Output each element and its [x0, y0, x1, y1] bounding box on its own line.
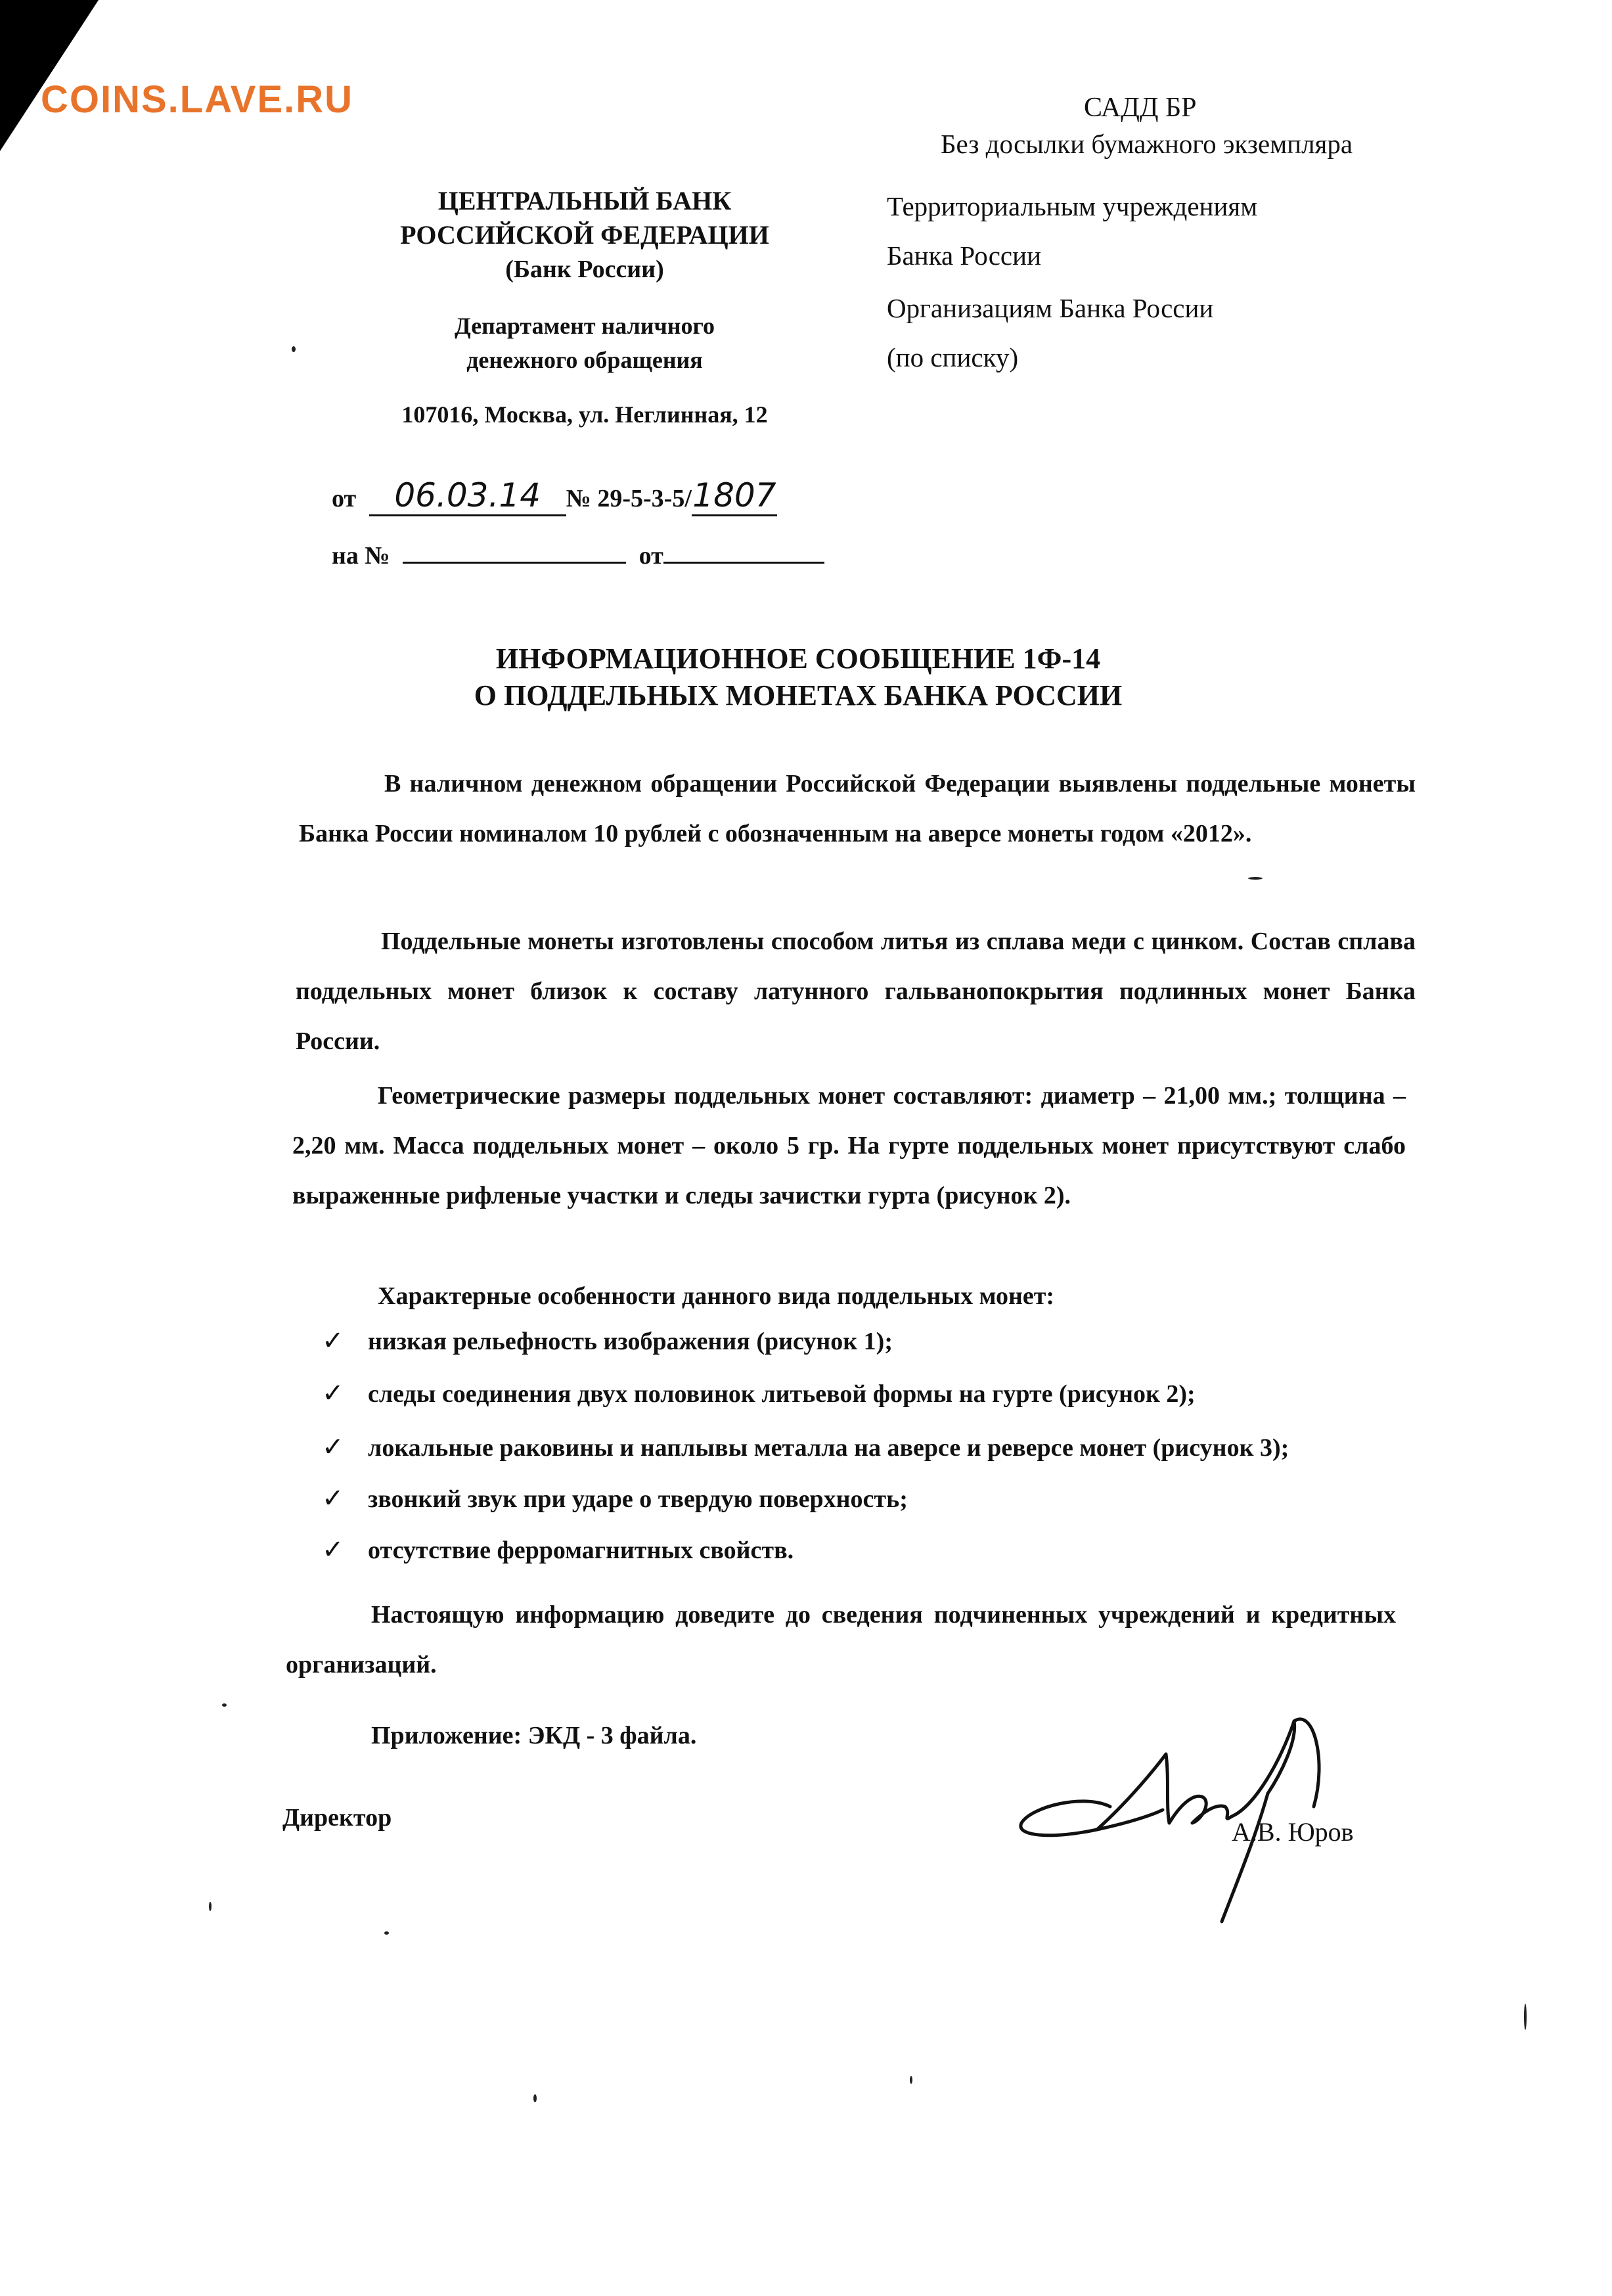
features-intro: Характерные особенности данного вида поддельных монет: [378, 1282, 1055, 1310]
reply-from-label: от [638, 542, 663, 570]
feature-item-1 [322, 1326, 893, 1356]
feature-text: звонкий звук при ударе о твердую поверхность; [368, 1485, 908, 1513]
scan-corner-artifact [0, 0, 99, 151]
paragraph-2 [296, 916, 1416, 1066]
paragraph-3 [292, 1071, 1406, 1221]
routing-system: САДД БР [1084, 93, 1197, 123]
recipient-line-1: Территориальным учреждениям [887, 191, 1258, 221]
from-label: от [332, 485, 357, 512]
reply-reference-line [332, 535, 824, 570]
check-icon: ✓ [322, 1326, 344, 1356]
feature-item-2 [322, 1378, 1196, 1408]
letterhead-department [289, 309, 880, 377]
feature-item-3 [322, 1432, 1289, 1462]
signature-drawing [1005, 1682, 1425, 1958]
document-title [328, 641, 1268, 714]
check-icon: ✓ [322, 1535, 344, 1565]
number-label: № 29-5-3-5/ [566, 485, 692, 512]
paragraph-2-text: Поддельные монеты изготовлены способом литья из сплава меди с цинком. Состав сплава поддельных монет близок к составу латунного гальванопокрытия подлинных монет Банка России. [296, 928, 1416, 1055]
bank-name-line-2: РОССИЙСКОЙ ФЕДЕРАЦИИ [400, 220, 769, 250]
bank-name-line-3: (Банк России) [505, 256, 664, 283]
feature-item-4 [322, 1483, 908, 1514]
feature-text: отсутствие ферромагнитных свойств. [368, 1537, 794, 1564]
document-number: 1807 [692, 476, 777, 516]
check-icon: ✓ [322, 1378, 344, 1408]
scan-speck [1524, 2004, 1527, 2030]
reply-number-field [403, 535, 626, 564]
scan-speck [292, 346, 296, 352]
attachment-note: Приложение: ЭКД - 3 файла. [371, 1722, 697, 1749]
check-icon: ✓ [322, 1483, 344, 1514]
feature-text: локальные раковины и наплывы металла на аверсе и реверсе монет (рисунок 3); [368, 1434, 1289, 1462]
check-icon: ✓ [322, 1432, 344, 1462]
paragraph-4 [286, 1590, 1396, 1690]
scan-speck [209, 1902, 212, 1911]
scan-speck [1248, 877, 1263, 880]
recipient-line-2: Банка России [887, 240, 1042, 271]
paragraph-4-text: Настоящую информацию доведите до сведения подчиненных учреждений и кредитных организаций. [286, 1601, 1396, 1678]
recipient-line-3: Организациям Банка России [887, 293, 1214, 323]
sender-address: 107016, Москва, ул. Неглинная, 12 [401, 401, 768, 428]
reply-number-label: на № [332, 542, 390, 570]
scan-speck [910, 2076, 912, 2084]
scan-speck [384, 1931, 389, 1935]
feature-item-5 [322, 1535, 794, 1565]
department-line-1: Департамент наличного [454, 313, 715, 339]
routing-note: Без досылки бумажного экземпляра [941, 129, 1353, 159]
feature-text: низкая рельефность изображения (рисунок 1); [368, 1328, 893, 1355]
letterhead-bank [289, 184, 880, 286]
title-line-1: ИНФОРМАЦИОННОЕ СООБЩЕНИЕ 1Ф-14 [495, 642, 1101, 675]
paragraph-1-text: В наличном денежном обращении Российской Федерации выявлены поддельные монеты Банка России номиналом 10 рублей с обозначенным на аверсе монеты годом «2012». [299, 770, 1416, 847]
title-line-2: О ПОДДЕЛЬНЫХ МОНЕТАХ БАНКА РОССИИ [474, 679, 1123, 711]
scan-speck [222, 1703, 227, 1707]
reply-date-field [663, 535, 824, 564]
signatory-position: Директор [282, 1804, 392, 1832]
scan-speck [533, 2094, 537, 2102]
department-line-2: денежного обращения [466, 347, 703, 373]
bank-name-line-1: ЦЕНТРАЛЬНЫЙ БАНК [437, 186, 732, 215]
document-date: 06.03.14 [369, 476, 566, 516]
watermark: COINS.LAVE.RU [41, 78, 354, 121]
paragraph-3-text: Геометрические размеры поддельных монет составляют: диаметр – 21,00 мм.; толщина – 2,20 мм. Масса поддельных монет – около 5 гр. На гурте поддельных монет присутствуют слабо выраженные рифленые участки и следы зачистки гурта (рисунок 2). [292, 1082, 1406, 1209]
recipient-line-4: (по списку) [887, 342, 1019, 372]
paragraph-1 [299, 759, 1416, 859]
signatory-name: А.В. Юров [1232, 1817, 1354, 1847]
reference-line [332, 476, 777, 516]
feature-text: следы соединения двух половинок литьевой формы на гурте (рисунок 2); [368, 1380, 1196, 1408]
